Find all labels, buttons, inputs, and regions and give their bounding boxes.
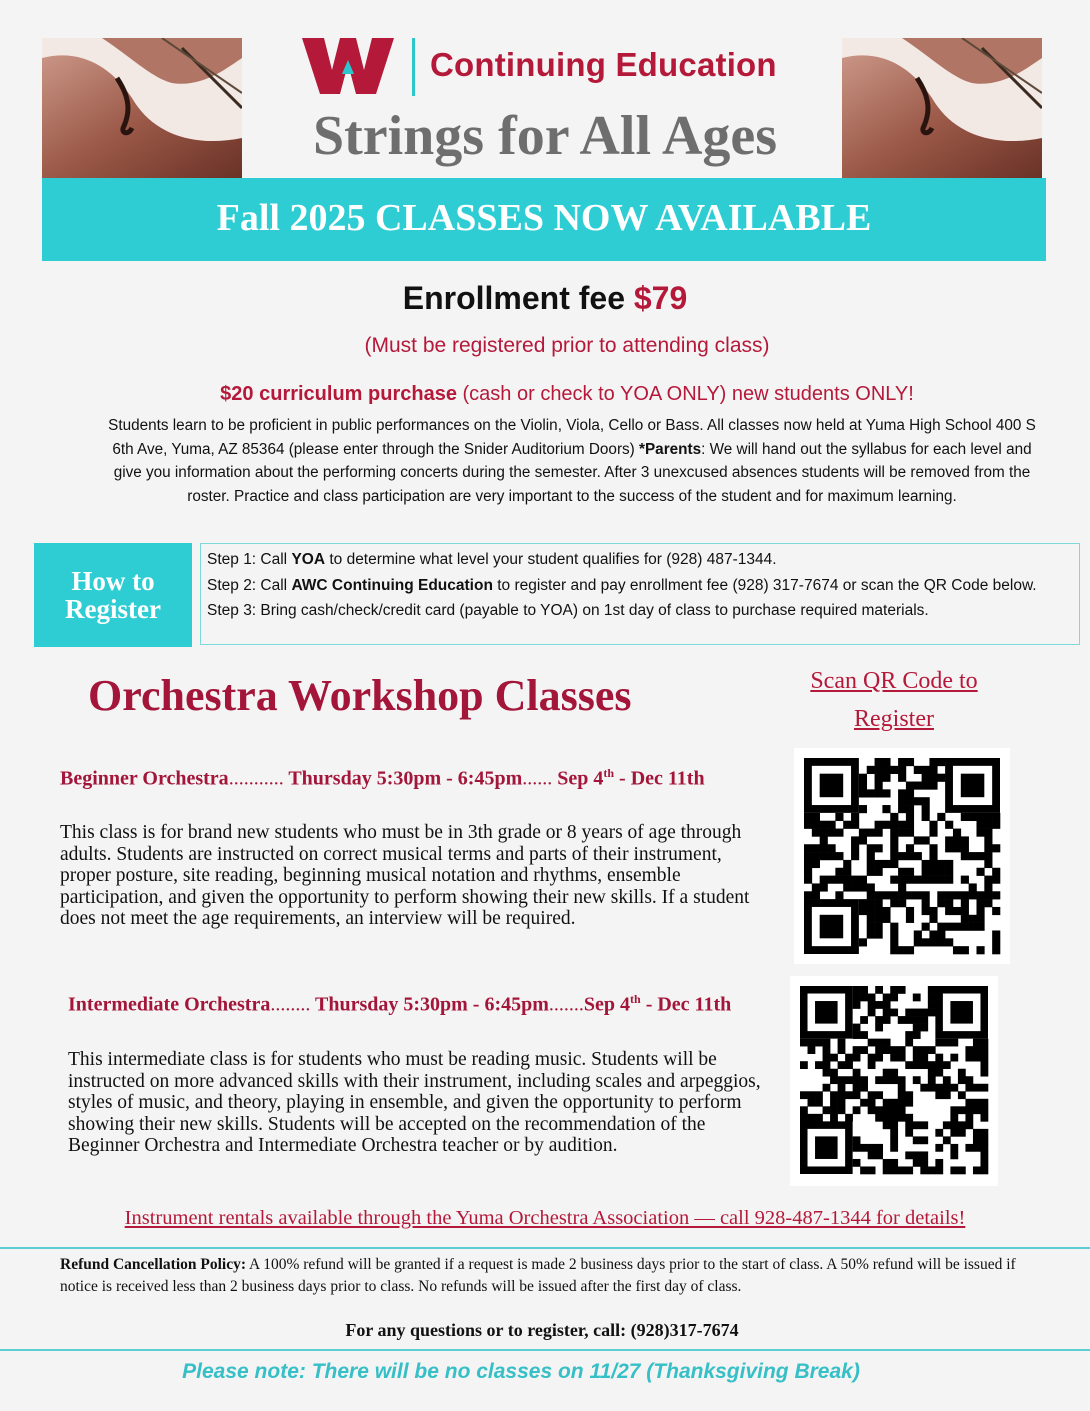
intermediate-class-heading: Intermediate Orchestra........ Thursday 5:30pm - 6:45pm.......Sep 4th - Dec 11th (68, 992, 732, 1016)
page-title: Strings for All Ages (312, 105, 778, 167)
classes-banner (42, 178, 1046, 261)
divider-top (0, 1247, 1090, 1249)
how-to-label-line2: Register (65, 594, 161, 624)
curriculum-note (0, 383, 1090, 406)
registration-note: (Must be registered prior to attending class) (364, 334, 770, 357)
step-3: Step 3: Bring cash/check/credit card (payable to YOA) on 1st day of class to purchase required materials. (207, 602, 929, 619)
curriculum-price: $20 curriculum purchase (220, 383, 457, 405)
org-name: Continuing Education (430, 46, 777, 83)
program-description (98, 414, 1046, 509)
banner-text: Fall 2025 CLASSES NOW AVAILABLE (216, 197, 872, 239)
how-to-register-label (34, 543, 192, 647)
beginner-class-heading: Beginner Orchestra........... Thursday 5:30pm - 6:45pm...... Sep 4th - Dec 11th (60, 766, 705, 790)
holiday-note: Please note: There will be no classes on 11/27 (Thanksgiving Break) (182, 1360, 860, 1383)
enrollment-fee (0, 280, 1090, 317)
description-text-parents: : We will hand out the syllabus for each level and give you information about the performing concerts during the semester. After 3 unexcused absences students will be removed from the roster. Practice and class participation are very important to the success of the student and for maximum learning. (113, 440, 1032, 506)
refund-policy (60, 1254, 1020, 1298)
how-to-label-line1: How to (71, 566, 155, 596)
curriculum-details: (cash or check to YOA ONLY) new students ONLY! (456, 383, 914, 405)
logo-divider (412, 38, 415, 96)
awc-logo-icon (302, 34, 394, 96)
registration-steps (200, 543, 1080, 645)
enrollment-fee-amount: $79 (633, 280, 688, 316)
orchestra-section-title: Orchestra Workshop Classes (88, 671, 632, 720)
divider-bottom (0, 1349, 1090, 1351)
qr-code-intermediate[interactable] (790, 976, 998, 1186)
intermediate-class-description: This intermediate class is for students who must be reading music. Students will be instructed on more advanced skills with their instrument, including scales and arpeggios, styles of music, and theory, playing in ensemble, and given the opportunity to perform showing their new skills. Students will be accepted on the recommendation of the Beginner Orchestra and Intermediate Orchestra teacher or by audition. (68, 1049, 761, 1156)
qr-code-beginner[interactable] (794, 748, 1010, 964)
scan-qr-register-link[interactable]: Scan QR Code to Register (810, 668, 978, 732)
step-1: Step 1: Call YOA to determine what level your student qualifies for (928) 487-1344. (207, 551, 777, 568)
refund-policy-label: Refund Cancellation Policy: (60, 1256, 246, 1273)
contact-line: For any questions or to register, call: (928)317-7674 (345, 1320, 739, 1340)
enrollment-fee-label: Enrollment fee (402, 280, 625, 316)
instrument-rental-link[interactable]: Instrument rentals available through the Yuma Orchestra Association — call 928-487-1344 for details! (124, 1207, 966, 1229)
description-text: Students learn to be proficient in public performances on the Violin, Viola, Cello or Bass. All classes now held at Yuma High School 400 S 6th Ave, Yuma, AZ 85364 (please enter through the Snider Auditorium Doors) (108, 417, 1036, 458)
parents-label: *Parents (639, 440, 702, 458)
step-2: Step 2: Call AWC Continuing Education to register and pay enrollment fee (928) 317-7674 or scan the QR Code below. (207, 576, 1037, 594)
beginner-class-description: This class is for brand new students who must be in 3th grade or 8 years of age through adults. Students are instructed on correct musical terms and parts of their instrument, proper posture, site reading, beginning musical notation and rhythms, ensemble participation, and given the opportunity to perform showing their new skills. If a student does not meet the age requirements, an interview will be required. (60, 822, 750, 929)
refund-policy-text: A 100% refund will be granted if a request is made 2 business days prior to the start of class. A 50% refund will be issued if notice is received less than 2 business days prior to class. No refunds will be issued after the first day of class. (60, 1256, 1016, 1295)
